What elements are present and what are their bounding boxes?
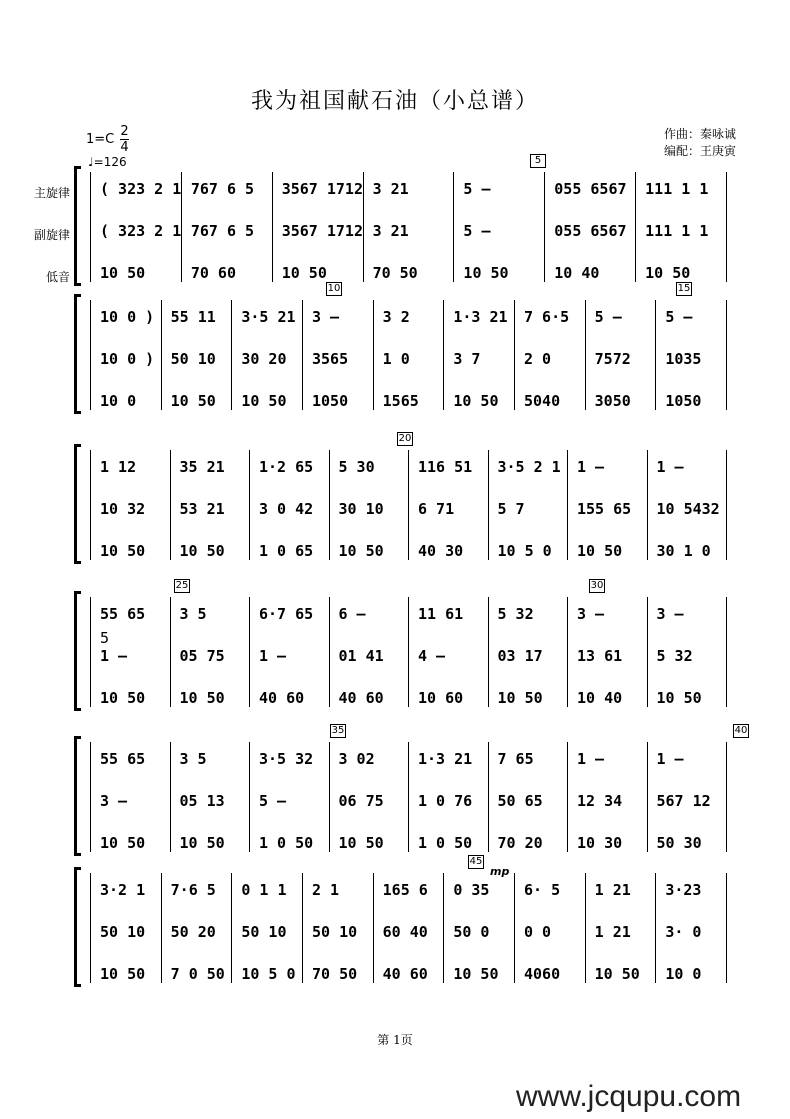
measure-notes: 3 – — [577, 605, 605, 623]
measure-notes: 3 – — [100, 792, 128, 810]
measure-notes: 12 34 — [577, 792, 623, 810]
barline — [567, 450, 568, 560]
measure-notes: 3 5 — [179, 750, 207, 768]
measure-notes: 10 50 — [453, 965, 499, 983]
measure-notes: 10 40 — [577, 689, 623, 707]
measure-notes: 05 13 — [179, 792, 225, 810]
barline — [161, 873, 162, 983]
measure-notes: 53 21 — [179, 500, 225, 518]
voice-label: 主旋律 — [33, 186, 70, 200]
measure-notes: 1050 — [665, 392, 702, 410]
barline — [726, 597, 727, 707]
measure-notes: 3 – — [312, 308, 340, 326]
rehearsal-number: 35 — [331, 725, 345, 736]
measure-notes: 7 6·5 — [524, 308, 570, 326]
system-bracket — [74, 444, 81, 564]
measure-notes: 2 0 — [524, 350, 552, 368]
rehearsal-number: 45 — [469, 856, 483, 867]
system-bracket — [74, 294, 81, 414]
measure-notes: 3·2 1 — [100, 881, 146, 899]
system-bracket — [74, 166, 81, 286]
measure-notes: 5040 — [524, 392, 561, 410]
barline — [170, 597, 171, 707]
measure-notes: 03 17 — [497, 647, 543, 665]
measure-notes: 13 61 — [577, 647, 623, 665]
measure-notes: 10 50 — [497, 689, 543, 707]
barline — [408, 597, 409, 707]
measure-notes: 50 0 — [453, 923, 490, 941]
measure-notes: 10 50 — [179, 542, 225, 560]
measure-notes: 60 40 — [382, 923, 428, 941]
measure-notes: 7 65 — [497, 750, 534, 768]
measure-notes: 10 32 — [100, 500, 146, 518]
barline — [567, 742, 568, 852]
measure-notes: 10 0 — [665, 965, 702, 983]
measure-notes: 50 10 — [241, 923, 287, 941]
barline — [302, 300, 303, 410]
measure-notes: 55 11 — [170, 308, 216, 326]
barline — [249, 597, 250, 707]
measure-notes: 1 21 — [594, 923, 631, 941]
measure-notes: 10 50 — [100, 834, 146, 852]
measure-notes: 1 21 — [594, 881, 631, 899]
barline — [488, 450, 489, 560]
measure-notes: 3· 0 — [665, 923, 702, 941]
measure-notes: 10 0 — [100, 392, 137, 410]
barline — [329, 742, 330, 852]
barline — [90, 450, 91, 560]
measure-notes: 10 50 — [577, 542, 623, 560]
barline — [408, 450, 409, 560]
barline — [90, 873, 91, 983]
time-top: 2 — [120, 124, 129, 139]
measure-notes: 3050 — [594, 392, 631, 410]
barline — [655, 873, 656, 983]
measure-notes: 7 0 50 — [170, 965, 225, 983]
measure-notes: 10 50 — [463, 264, 509, 282]
measure-notes: 1·2 65 — [259, 458, 314, 476]
barline — [726, 873, 727, 983]
barline — [443, 300, 444, 410]
measure-notes: 1 0 50 — [259, 834, 314, 852]
measure-notes: 111 1 1 — [645, 222, 709, 240]
measure-notes: 6· 5 — [524, 881, 561, 899]
barline — [373, 300, 374, 410]
barline — [585, 873, 586, 983]
measure-notes: 10 5 0 — [241, 965, 296, 983]
barline — [231, 300, 232, 410]
barline — [514, 873, 515, 983]
measure-notes: 1·3 21 — [453, 308, 508, 326]
barline — [90, 172, 91, 282]
barline — [373, 873, 374, 983]
barline — [585, 300, 586, 410]
credits — [664, 126, 736, 160]
arranger: 编配：王庚寅 — [664, 144, 737, 158]
barline — [726, 450, 727, 560]
measure-notes: ( 323 2 1 — [100, 180, 182, 198]
measure-notes: 1 12 — [100, 458, 137, 476]
measure-notes: 6·7 65 — [259, 605, 314, 623]
barline — [231, 873, 232, 983]
barline — [635, 172, 636, 282]
measure-notes: 2 1 — [312, 881, 340, 899]
measure-notes: 0 1 1 — [241, 881, 287, 899]
score-title: 我为祖国献石油（小总谱） — [250, 89, 539, 114]
measure-notes: 10 50 — [100, 689, 146, 707]
measure-notes: 1 – — [656, 750, 684, 768]
barline — [647, 742, 648, 852]
rehearsal-number: 20 — [398, 433, 412, 444]
measure-notes: 3 7 — [453, 350, 481, 368]
measure-notes: 10 5 0 — [497, 542, 552, 560]
measure-notes: 1 – — [577, 750, 605, 768]
barline — [302, 873, 303, 983]
measure-notes: 5 30 — [338, 458, 375, 476]
measure-notes: 055 6567 — [554, 180, 627, 198]
measure-notes: 10 50 — [170, 392, 216, 410]
measure-notes: 40 60 — [259, 689, 305, 707]
measure-notes: 3·5 2 1 — [497, 458, 561, 476]
measure-notes: 10 0 ) — [100, 350, 155, 368]
barline — [170, 742, 171, 852]
measure-notes: 6 71 — [418, 500, 455, 518]
composer: 作曲：秦咏诚 — [664, 127, 737, 141]
measure-notes: 10 50 — [338, 834, 384, 852]
time-bottom: 4 — [120, 140, 129, 155]
tempo-marking: ♩=126 — [88, 155, 127, 169]
measure-notes: 55 65 — [100, 750, 146, 768]
measure-notes: 30 1 0 — [656, 542, 711, 560]
measure-notes: 10 5432 — [656, 500, 720, 518]
system-bracket — [74, 867, 81, 987]
barline — [655, 300, 656, 410]
measure-notes: 3565 — [312, 350, 349, 368]
measure-notes: 1 – — [100, 647, 128, 665]
measure-notes: 055 6567 — [554, 222, 627, 240]
measure-notes: 1035 — [665, 350, 702, 368]
barline — [249, 742, 250, 852]
barline — [453, 172, 454, 282]
barline — [443, 873, 444, 983]
measure-notes: 1·3 21 — [418, 750, 473, 768]
measure-notes: 10 50 — [453, 392, 499, 410]
measure-notes: 1 0 — [382, 350, 410, 368]
barline — [726, 742, 727, 852]
barline — [161, 300, 162, 410]
measure-notes: 70 50 — [372, 264, 418, 282]
measure-notes: 3 5 — [179, 605, 207, 623]
measure-notes: 10 50 — [100, 542, 146, 560]
measure-notes: 50 20 — [170, 923, 216, 941]
measure-notes: 767 6 5 — [190, 180, 255, 198]
extra-note: 5 — [100, 629, 110, 647]
measure-notes: 4060 — [524, 965, 561, 983]
measure-notes: 50 30 — [656, 834, 702, 852]
measure-notes: 767 6 5 — [190, 222, 255, 240]
measure-notes: 7·6 5 — [170, 881, 216, 899]
rehearsal-number: 10 — [327, 283, 341, 294]
barline — [408, 742, 409, 852]
key-signature — [86, 124, 129, 155]
measure-notes: 1565 — [382, 392, 419, 410]
barline — [90, 597, 91, 707]
barline — [514, 300, 515, 410]
watermark: www.jcqupu.com — [516, 1080, 742, 1113]
measure-notes: 116 51 — [418, 458, 473, 476]
measure-notes: 10 50 — [100, 264, 146, 282]
measure-notes: 10 30 — [577, 834, 623, 852]
measure-notes: 50 10 — [170, 350, 216, 368]
rehearsal-number: 5 — [530, 154, 546, 168]
measure-notes: 3 21 — [372, 222, 409, 240]
measure-notes: 10 50 — [100, 965, 146, 983]
barline — [647, 450, 648, 560]
measure-notes: 3 02 — [338, 750, 375, 768]
measure-notes: 1 0 65 — [259, 542, 314, 560]
measure-notes: 11 61 — [418, 605, 464, 623]
barline — [272, 172, 273, 282]
system-bracket — [74, 736, 81, 856]
voice-label: 低音 — [45, 270, 70, 284]
measure-notes: 567 12 — [656, 792, 711, 810]
measure-notes: 70 60 — [190, 264, 236, 282]
measure-notes: 1 – — [259, 647, 287, 665]
measure-notes: 5 – — [594, 308, 622, 326]
measure-notes: 3 – — [656, 605, 684, 623]
measure-notes: 3567 1712 — [281, 222, 363, 240]
measure-notes: 10 40 — [554, 264, 600, 282]
measure-notes: 06 75 — [338, 792, 384, 810]
rehearsal-number: 40 — [734, 725, 748, 736]
time-signature — [120, 124, 128, 155]
measure-notes: 3·5 32 — [259, 750, 314, 768]
measure-notes: 40 60 — [338, 689, 384, 707]
measure-notes: 30 20 — [241, 350, 287, 368]
measure-notes: 01 41 — [338, 647, 384, 665]
barline — [647, 597, 648, 707]
measure-notes: ( 323 2 1 — [100, 222, 182, 240]
measure-notes: 30 10 — [338, 500, 384, 518]
measure-notes: 1 – — [577, 458, 605, 476]
measure-notes: 3 2 — [382, 308, 410, 326]
measure-notes: 3·5 21 — [241, 308, 296, 326]
measure-notes: 10 50 — [594, 965, 640, 983]
measure-notes: 10 50 — [179, 689, 225, 707]
barline — [329, 597, 330, 707]
measure-notes: 55 65 — [100, 605, 146, 623]
page-number: 第 1页 — [377, 1033, 413, 1047]
measure-notes: 6 – — [338, 605, 366, 623]
measure-notes: 10 50 — [656, 689, 702, 707]
measure-notes: 70 50 — [312, 965, 358, 983]
barline — [329, 450, 330, 560]
measure-notes: 7572 — [594, 350, 631, 368]
measure-notes: 10 50 — [338, 542, 384, 560]
system-bracket — [74, 591, 81, 711]
measure-notes: 05 75 — [179, 647, 225, 665]
measure-notes: 3 21 — [372, 180, 409, 198]
measure-notes: 40 60 — [382, 965, 428, 983]
barline — [249, 450, 250, 560]
measure-notes: 5 – — [259, 792, 287, 810]
measure-notes: 111 1 1 — [645, 180, 709, 198]
measure-notes: 5 – — [463, 222, 491, 240]
measure-notes: 1 0 76 — [418, 792, 473, 810]
rehearsal-number: 15 — [677, 283, 691, 294]
measure-notes: 0 35 — [453, 881, 490, 899]
measure-notes: 5 – — [463, 180, 491, 198]
measure-notes: 1050 — [312, 392, 349, 410]
measure-notes: 50 10 — [312, 923, 358, 941]
measure-notes: 3567 1712 — [281, 180, 363, 198]
measure-notes: 35 21 — [179, 458, 225, 476]
measure-notes: 10 50 — [179, 834, 225, 852]
measure-notes: 3·23 — [665, 881, 702, 899]
barline — [170, 450, 171, 560]
barline — [90, 742, 91, 852]
measure-notes: 5 7 — [497, 500, 525, 518]
rehearsal-number: 25 — [175, 580, 189, 591]
barline — [488, 597, 489, 707]
voice-label: 副旋律 — [33, 228, 70, 242]
measure-notes: 10 50 — [241, 392, 287, 410]
measure-notes: 5 32 — [656, 647, 693, 665]
measure-notes: 10 50 — [281, 264, 327, 282]
key-label: 1=C — [86, 132, 115, 147]
measure-notes: 3 0 42 — [259, 500, 314, 518]
barline — [726, 172, 727, 282]
measure-notes: 10 0 ) — [100, 308, 155, 326]
dynamic-marking: mp — [490, 865, 510, 878]
rehearsal-number: 30 — [590, 580, 604, 591]
measure-notes: 165 6 — [382, 881, 428, 899]
barline — [488, 742, 489, 852]
measure-notes: 10 60 — [418, 689, 464, 707]
barline — [726, 300, 727, 410]
measure-notes: 5 – — [665, 308, 693, 326]
measure-notes: 50 10 — [100, 923, 146, 941]
measure-notes: 1 – — [656, 458, 684, 476]
measure-notes: 40 30 — [418, 542, 464, 560]
measure-notes: 1 0 50 — [418, 834, 473, 852]
measure-notes: 155 65 — [577, 500, 632, 518]
measure-notes: 0 0 — [524, 923, 552, 941]
measure-notes: 10 50 — [645, 264, 691, 282]
measure-notes: 5 32 — [497, 605, 534, 623]
barline — [90, 300, 91, 410]
measure-notes: 50 65 — [497, 792, 543, 810]
measure-notes: 70 20 — [497, 834, 543, 852]
measure-notes: 4 – — [418, 647, 446, 665]
barline — [544, 172, 545, 282]
barline — [567, 597, 568, 707]
